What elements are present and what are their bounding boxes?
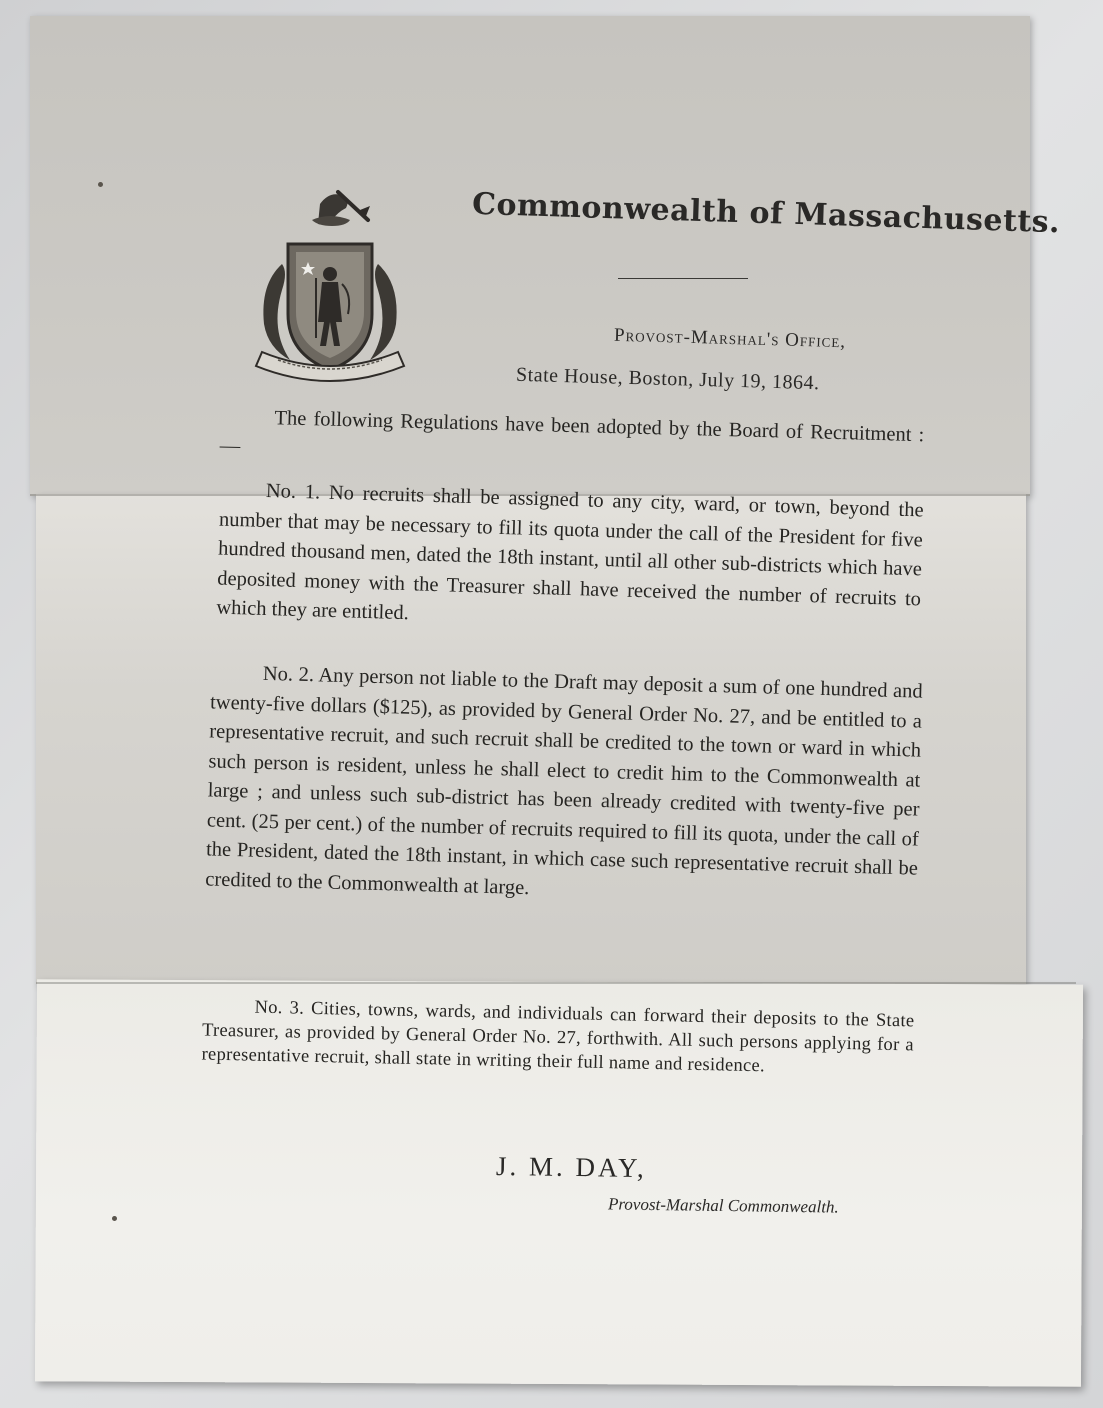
signatory-name: J. M. DAY, [495, 1150, 648, 1184]
place-and-date: State House, Boston, July 19, 1864. [515, 363, 820, 395]
paper-speck [112, 1216, 117, 1221]
fold-line [36, 982, 1076, 984]
intro-paragraph: The following Regulations have been adopted by the Board of Recruitment : — [219, 407, 925, 458]
massachusetts-seal-icon [242, 174, 418, 394]
document-title: Commonwealth of Massachusetts. [471, 186, 1061, 241]
regulation-3: No. 3. Cities, towns, wards, and individuals can forward their deposits to the State Treasurer, as provided by General Order No. 27, forthwith. All such persons applying for a representative recruit, shall state in writing their full name and residence. [201, 997, 915, 1077]
regulation-2: No. 2. Any person not liable to the Draft may deposit a sum of one hundred and twenty-five dollars ($125), as provided by General Order No. 27, and be entitled to a representative recruit, and such recruit shall be credited to the town or ward in which such person is resident, unless he shall elect to credit him to the Commonwealth at large ; and unless such sub-district has been already credited with twenty-five per cent. (25 per cent.) of the number of recruits required to fill its quota, under the call of the President, dated the 18th instant, in which case such representative recruit shall be credited to the Commonwealth at large. [205, 662, 923, 899]
signatory-title: Provost-Marshal Commonwealth. [607, 1194, 839, 1217]
issuing-office: Provost-Marshal's Office, [613, 324, 847, 353]
paper-speck [98, 182, 103, 187]
title-divider [618, 278, 748, 279]
folded-letter [30, 16, 1085, 1388]
regulation-1: No. 1. No recruits shall be assigned to any city, ward, or town, beyond the number that may be necessary to fill its quota under the call of the President for five hundred thousand men, dated the 18th instant, until all other sub-districts which have deposited money with the Treasurer shall have received the number of recruits to which they are entitled. [216, 479, 924, 625]
